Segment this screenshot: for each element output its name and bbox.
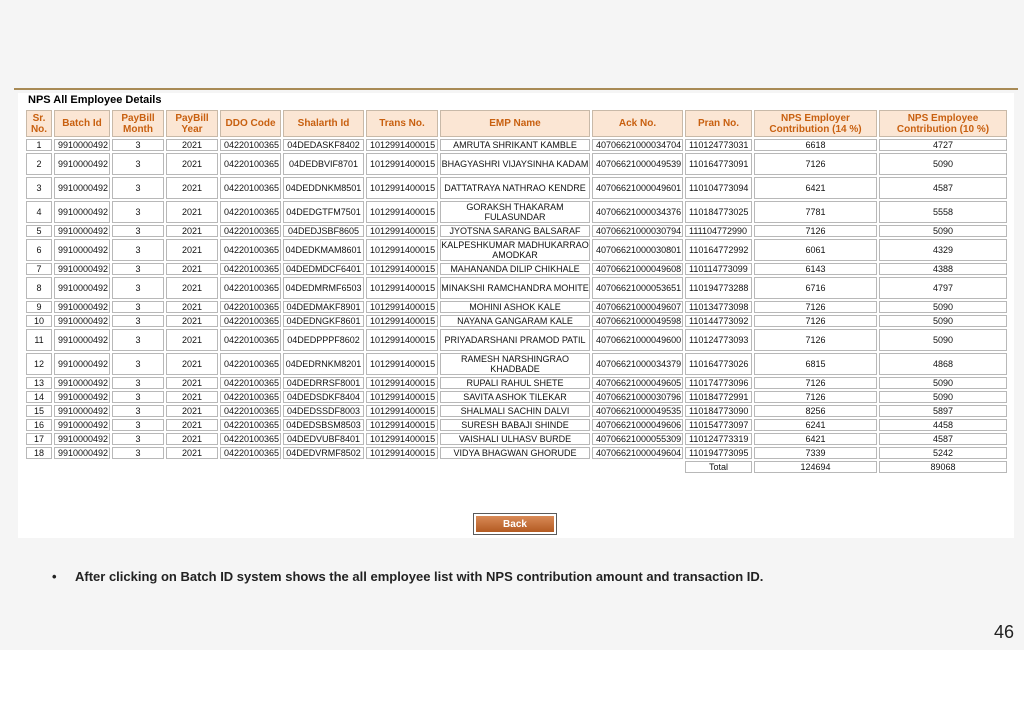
column-header: PayBill Month bbox=[112, 110, 164, 137]
table-cell: 9910000492 bbox=[54, 153, 110, 175]
table-cell: 04DEDKMAM8601 bbox=[283, 239, 364, 261]
table-row bbox=[26, 377, 1007, 389]
table-cell: 1012991400015 bbox=[366, 139, 438, 151]
table-cell: 04DEDRRSF8001 bbox=[283, 377, 364, 389]
table-cell: 8 bbox=[26, 277, 52, 299]
table-cell: 1012991400015 bbox=[366, 153, 438, 175]
table-cell: 2021 bbox=[166, 353, 218, 375]
table-row bbox=[26, 433, 1007, 445]
table-cell: 40706621000049606 bbox=[592, 419, 683, 431]
table-cell: NAYANA GANGARAM KALE bbox=[440, 315, 590, 327]
table-cell: 6061 bbox=[754, 239, 877, 261]
table-cell: 4727 bbox=[879, 139, 1007, 151]
table-row bbox=[26, 139, 1007, 151]
table-cell: 7339 bbox=[754, 447, 877, 459]
table-cell: 15 bbox=[26, 405, 52, 417]
table-cell: 04DEDMRMF6503 bbox=[283, 277, 364, 299]
table-cell: 16 bbox=[26, 419, 52, 431]
table-cell: 2021 bbox=[166, 377, 218, 389]
table-cell: JYOTSNA SARANG BALSARAF bbox=[440, 225, 590, 237]
table-cell: 13 bbox=[26, 377, 52, 389]
table-row bbox=[26, 239, 1007, 261]
table-cell: 111104772990 bbox=[685, 225, 752, 237]
table-cell: 40706621000049598 bbox=[592, 315, 683, 327]
table-cell: 2021 bbox=[166, 405, 218, 417]
empty-cell bbox=[54, 461, 110, 473]
table-cell: 5558 bbox=[879, 201, 1007, 223]
table-cell: 04DEDSDKF8404 bbox=[283, 391, 364, 403]
table-cell: 2021 bbox=[166, 139, 218, 151]
table-cell: PRIYADARSHANI PRAMOD PATIL bbox=[440, 329, 590, 351]
table-cell: 5090 bbox=[879, 391, 1007, 403]
table-cell: 1012991400015 bbox=[366, 177, 438, 199]
table-cell: 14 bbox=[26, 391, 52, 403]
table-cell: 3 bbox=[112, 329, 164, 351]
table-cell: 1012991400015 bbox=[366, 263, 438, 275]
table-cell: 110124773093 bbox=[685, 329, 752, 351]
total-employee: 89068 bbox=[879, 461, 1007, 473]
table-cell: 9910000492 bbox=[54, 391, 110, 403]
table-cell: 5090 bbox=[879, 225, 1007, 237]
table-cell: 6143 bbox=[754, 263, 877, 275]
table-cell: 1012991400015 bbox=[366, 405, 438, 417]
table-row bbox=[26, 419, 1007, 431]
table-cell: 2021 bbox=[166, 315, 218, 327]
table-cell: 3 bbox=[112, 419, 164, 431]
table-cell: 04DEDRNKM8201 bbox=[283, 353, 364, 375]
table-cell: 4797 bbox=[879, 277, 1007, 299]
table-cell: 110164772992 bbox=[685, 239, 752, 261]
table-cell: 1012991400015 bbox=[366, 201, 438, 223]
table-cell: 6421 bbox=[754, 433, 877, 445]
table-cell: 1012991400015 bbox=[366, 447, 438, 459]
table-row bbox=[26, 201, 1007, 223]
description-text: After clicking on Batch ID system shows the all employee list with NPS contribution amount and transaction ID. bbox=[75, 569, 764, 584]
table-cell: SURESH BABAJI SHINDE bbox=[440, 419, 590, 431]
table-cell: 5242 bbox=[879, 447, 1007, 459]
table-cell: 110184772991 bbox=[685, 391, 752, 403]
table-cell: 3 bbox=[112, 239, 164, 261]
table-cell: SHALMALI SACHIN DALVI bbox=[440, 405, 590, 417]
table-cell: MAHANANDA DILIP CHIKHALE bbox=[440, 263, 590, 275]
table-cell: 04220100365 bbox=[220, 177, 281, 199]
table-cell: 2021 bbox=[166, 225, 218, 237]
table-cell: KALPESHKUMAR MADHUKARRAO AMODKAR bbox=[441, 240, 589, 260]
table-cell: 110124773031 bbox=[685, 139, 752, 151]
table-cell: 7126 bbox=[754, 225, 877, 237]
table-cell: BHAGYASHRI VIJAYSINHA KADAM bbox=[440, 153, 590, 175]
table-cell: 40706621000049604 bbox=[592, 447, 683, 459]
table-header-row bbox=[26, 110, 1007, 137]
table-cell: 2021 bbox=[166, 201, 218, 223]
table-cell: VAISHALI ULHASV BURDE bbox=[440, 433, 590, 445]
table-cell: 04220100365 bbox=[220, 277, 281, 299]
table-cell: 2021 bbox=[166, 177, 218, 199]
table-cell: 9 bbox=[26, 301, 52, 313]
table-cell: 1012991400015 bbox=[366, 433, 438, 445]
table-cell: 6421 bbox=[754, 177, 877, 199]
table-cell: 04DEDMAKF8901 bbox=[283, 301, 364, 313]
table-cell: 04220100365 bbox=[220, 405, 281, 417]
table-cell: 2021 bbox=[166, 329, 218, 351]
table-cell: 5090 bbox=[879, 377, 1007, 389]
table-row bbox=[26, 177, 1007, 199]
back-button-frame bbox=[473, 513, 557, 535]
table-cell: 2021 bbox=[166, 391, 218, 403]
table-cell: 04DEDVUBF8401 bbox=[283, 433, 364, 445]
empty-cell bbox=[112, 461, 164, 473]
table-cell: 40706621000034379 bbox=[592, 353, 683, 375]
table-cell: 3 bbox=[112, 315, 164, 327]
table-cell: 3 bbox=[112, 277, 164, 299]
table-cell: 04DEDPPPF8602 bbox=[283, 329, 364, 351]
table-cell: 4 bbox=[26, 201, 52, 223]
table-cell: 04220100365 bbox=[220, 391, 281, 403]
table-cell: 9910000492 bbox=[54, 301, 110, 313]
table-body bbox=[26, 139, 1007, 473]
table-cell: 04DEDMDCF6401 bbox=[283, 263, 364, 275]
table-cell: 5090 bbox=[879, 329, 1007, 351]
table-cell: 7126 bbox=[754, 391, 877, 403]
table-cell: 04220100365 bbox=[220, 419, 281, 431]
table-row bbox=[26, 405, 1007, 417]
table-cell: 04DEDBVIF8701 bbox=[283, 153, 364, 175]
header-divider bbox=[14, 88, 1018, 90]
column-header: Batch Id bbox=[54, 110, 110, 137]
table-cell: MOHINI ASHOK KALE bbox=[440, 301, 590, 313]
table-row bbox=[26, 391, 1007, 403]
nps-employee-table bbox=[24, 108, 1009, 475]
table-cell: 3 bbox=[112, 405, 164, 417]
table-cell: 7 bbox=[26, 263, 52, 275]
column-header: Pran No. bbox=[685, 110, 752, 137]
table-cell: 9910000492 bbox=[54, 447, 110, 459]
table-cell: 2021 bbox=[166, 447, 218, 459]
table-cell: 4388 bbox=[879, 263, 1007, 275]
table-cell: 04DEDGTFM7501 bbox=[283, 201, 364, 223]
table-cell: 04220100365 bbox=[220, 139, 281, 151]
table-cell: 04220100365 bbox=[220, 201, 281, 223]
table-cell: 110144773092 bbox=[685, 315, 752, 327]
table-cell: GORAKSH THAKARAM FULASUNDAR bbox=[440, 201, 590, 223]
table-cell: 04220100365 bbox=[220, 329, 281, 351]
total-employer: 124694 bbox=[754, 461, 877, 473]
table-cell: 2021 bbox=[166, 239, 218, 261]
table-cell: 3 bbox=[112, 263, 164, 275]
table-cell: 6716 bbox=[754, 277, 877, 299]
table-row bbox=[26, 225, 1007, 237]
bullet-point: • bbox=[52, 569, 57, 584]
column-header: Sr. No. bbox=[26, 110, 52, 137]
table-cell: 3 bbox=[112, 377, 164, 389]
table-cell: 40706621000030796 bbox=[592, 391, 683, 403]
table-cell: 4329 bbox=[879, 239, 1007, 261]
empty-cell bbox=[220, 461, 281, 473]
table-cell: 1012991400015 bbox=[366, 239, 438, 261]
table-cell: 7781 bbox=[754, 201, 877, 223]
table-cell: 5090 bbox=[879, 301, 1007, 313]
table-cell: 40706621000049607 bbox=[592, 301, 683, 313]
table-cell: 9910000492 bbox=[54, 225, 110, 237]
table-cell: 9910000492 bbox=[54, 377, 110, 389]
table-cell: 04220100365 bbox=[220, 315, 281, 327]
table-row bbox=[26, 329, 1007, 351]
table-cell: 2021 bbox=[166, 433, 218, 445]
table-cell: 110134773098 bbox=[685, 301, 752, 313]
table-cell: 40706621000030794 bbox=[592, 225, 683, 237]
table-cell: 40706621000053651 bbox=[592, 277, 683, 299]
back-button[interactable]: Back bbox=[476, 516, 554, 532]
table-cell: 1 bbox=[26, 139, 52, 151]
table-cell: 3 bbox=[26, 177, 52, 199]
table-cell: 5090 bbox=[879, 315, 1007, 327]
table-cell: 9910000492 bbox=[54, 419, 110, 431]
table-cell: 04DEDVRMF8502 bbox=[283, 447, 364, 459]
table-cell: 9910000492 bbox=[54, 139, 110, 151]
column-header: PayBill Year bbox=[166, 110, 218, 137]
table-cell: 1012991400015 bbox=[366, 225, 438, 237]
table-cell: 7126 bbox=[754, 377, 877, 389]
table-cell: 40706621000049539 bbox=[592, 153, 683, 175]
table-row bbox=[26, 301, 1007, 313]
table-cell: 9910000492 bbox=[54, 201, 110, 223]
column-header: EMP Name bbox=[440, 110, 590, 137]
table-cell: DATTATRAYA NATHRAO KENDRE bbox=[440, 177, 590, 199]
table-cell: 04220100365 bbox=[220, 377, 281, 389]
table-row bbox=[26, 447, 1007, 459]
table-cell: 7126 bbox=[754, 301, 877, 313]
column-header: NPS Employee Contribution (10 %) bbox=[879, 110, 1007, 137]
table-cell: 2021 bbox=[166, 277, 218, 299]
table-cell: 1012991400015 bbox=[366, 329, 438, 351]
table-cell: 5 bbox=[26, 225, 52, 237]
table-cell: 9910000492 bbox=[54, 405, 110, 417]
table-cell: 12 bbox=[26, 353, 52, 375]
table-cell: 40706621000055309 bbox=[592, 433, 683, 445]
table-cell: 110114773099 bbox=[685, 263, 752, 275]
table-cell: 11 bbox=[26, 329, 52, 351]
table-cell: 04220100365 bbox=[220, 301, 281, 313]
table-cell: 110184773025 bbox=[685, 201, 752, 223]
table-cell: 9910000492 bbox=[54, 177, 110, 199]
table-cell: 1012991400015 bbox=[366, 315, 438, 327]
table-cell: 4458 bbox=[879, 419, 1007, 431]
table-cell: 04220100365 bbox=[220, 239, 281, 261]
table-cell: 110104773094 bbox=[685, 177, 752, 199]
table-cell: 3 bbox=[112, 201, 164, 223]
empty-cell bbox=[366, 461, 438, 473]
column-header: DDO Code bbox=[220, 110, 281, 137]
table-cell: 40706621000049535 bbox=[592, 405, 683, 417]
empty-cell bbox=[440, 461, 590, 473]
table-cell: 4868 bbox=[879, 353, 1007, 375]
table-cell: 40706621000034704 bbox=[592, 139, 683, 151]
table-cell: 110164773026 bbox=[685, 353, 752, 375]
table-cell: 3 bbox=[112, 177, 164, 199]
table-cell: 4587 bbox=[879, 177, 1007, 199]
table-row bbox=[26, 315, 1007, 327]
table-cell: 2 bbox=[26, 153, 52, 175]
table-cell: 5897 bbox=[879, 405, 1007, 417]
table-cell: 110124773319 bbox=[685, 433, 752, 445]
table-cell: 7126 bbox=[754, 329, 877, 351]
table-row bbox=[26, 353, 1007, 375]
table-cell: 9910000492 bbox=[54, 315, 110, 327]
table-cell: 5090 bbox=[879, 153, 1007, 175]
table-cell: 10 bbox=[26, 315, 52, 327]
page-number: 46 bbox=[993, 622, 1014, 642]
table-cell: 110194773095 bbox=[685, 447, 752, 459]
table-cell: 04DEDNGKF8601 bbox=[283, 315, 364, 327]
table-cell: 6815 bbox=[754, 353, 877, 375]
table-cell: 2021 bbox=[166, 419, 218, 431]
table-cell: 9910000492 bbox=[54, 353, 110, 375]
table-cell: 18 bbox=[26, 447, 52, 459]
table-cell: 2021 bbox=[166, 153, 218, 175]
panel-title: NPS All Employee Details bbox=[28, 94, 162, 106]
table-cell: 3 bbox=[112, 433, 164, 445]
table-cell: 1012991400015 bbox=[366, 391, 438, 403]
table-cell: 40706621000049601 bbox=[592, 177, 683, 199]
table-cell: 7126 bbox=[754, 315, 877, 327]
table-cell: 9910000492 bbox=[54, 329, 110, 351]
table-cell: 04DEDJSBF8605 bbox=[283, 225, 364, 237]
column-header: NPS Employer Contribution (14 %) bbox=[754, 110, 877, 137]
table-cell: 8256 bbox=[754, 405, 877, 417]
table-cell: 17 bbox=[26, 433, 52, 445]
table-cell: 1012991400015 bbox=[366, 277, 438, 299]
table-cell: 40706621000049608 bbox=[592, 263, 683, 275]
table-row bbox=[26, 277, 1007, 299]
table-cell: 04220100365 bbox=[220, 353, 281, 375]
column-header: Ack No. bbox=[592, 110, 683, 137]
table-cell: 04220100365 bbox=[220, 433, 281, 445]
table-cell: 3 bbox=[112, 139, 164, 151]
empty-cell bbox=[26, 461, 52, 473]
column-header: Trans No. bbox=[366, 110, 438, 137]
total-row bbox=[26, 461, 1007, 473]
table-cell: 3 bbox=[112, 391, 164, 403]
table-cell: 04220100365 bbox=[220, 153, 281, 175]
table-cell: 04DEDDNKM8501 bbox=[283, 177, 364, 199]
empty-cell bbox=[592, 461, 683, 473]
table-cell: 40706621000049600 bbox=[592, 329, 683, 351]
table-cell: 9910000492 bbox=[54, 263, 110, 275]
table-cell: MINAKSHI RAMCHANDRA MOHITE bbox=[440, 277, 590, 299]
table-cell: 1012991400015 bbox=[366, 377, 438, 389]
table-cell: 1012991400015 bbox=[366, 301, 438, 313]
table-cell: 04DEDASKF8402 bbox=[283, 139, 364, 151]
table-cell: 6618 bbox=[754, 139, 877, 151]
table-cell: 4587 bbox=[879, 433, 1007, 445]
table-cell: 40706621000034376 bbox=[592, 201, 683, 223]
table-cell: RAMESH NARSHINGRAO KHADBADE bbox=[440, 353, 590, 375]
table-cell: SAVITA ASHOK TILEKAR bbox=[440, 391, 590, 403]
table-cell: 04220100365 bbox=[220, 225, 281, 237]
table-cell: 110164773091 bbox=[685, 153, 752, 175]
column-header: Shalarth Id bbox=[283, 110, 364, 137]
table-cell: 04220100365 bbox=[220, 263, 281, 275]
table-cell: 40706621000049605 bbox=[592, 377, 683, 389]
table-row bbox=[26, 263, 1007, 275]
table-cell: 110174773096 bbox=[685, 377, 752, 389]
table-cell: 7126 bbox=[754, 153, 877, 175]
table-cell: 6 bbox=[26, 239, 52, 261]
table-cell: 3 bbox=[112, 353, 164, 375]
total-label: Total bbox=[685, 461, 752, 473]
table-cell: 2021 bbox=[166, 263, 218, 275]
table-cell: 3 bbox=[112, 153, 164, 175]
table-cell: 2021 bbox=[166, 301, 218, 313]
table-cell: 04220100365 bbox=[220, 447, 281, 459]
table-cell: 04DEDSBSM8503 bbox=[283, 419, 364, 431]
table-cell: 9910000492 bbox=[54, 239, 110, 261]
table-cell: 110194773288 bbox=[685, 277, 752, 299]
table-cell: 04DEDSSDF8003 bbox=[283, 405, 364, 417]
table-cell: 3 bbox=[112, 301, 164, 313]
table-cell: 110154773097 bbox=[685, 419, 752, 431]
table-cell: 40706621000030801 bbox=[592, 239, 683, 261]
table-cell: 3 bbox=[112, 447, 164, 459]
table-cell: 1012991400015 bbox=[366, 353, 438, 375]
table-cell: 1012991400015 bbox=[366, 419, 438, 431]
table-cell: 9910000492 bbox=[54, 433, 110, 445]
table-cell: AMRUTA SHRIKANT KAMBLE bbox=[440, 139, 590, 151]
empty-cell bbox=[283, 461, 364, 473]
table-cell: 3 bbox=[112, 225, 164, 237]
empty-cell bbox=[166, 461, 218, 473]
table-cell: VIDYA BHAGWAN GHORUDE bbox=[440, 447, 590, 459]
table-cell: 110184773090 bbox=[685, 405, 752, 417]
table-cell: RUPALI RAHUL SHETE bbox=[440, 377, 590, 389]
table-row bbox=[26, 153, 1007, 175]
table-cell: 6241 bbox=[754, 419, 877, 431]
table-cell: 9910000492 bbox=[54, 277, 110, 299]
